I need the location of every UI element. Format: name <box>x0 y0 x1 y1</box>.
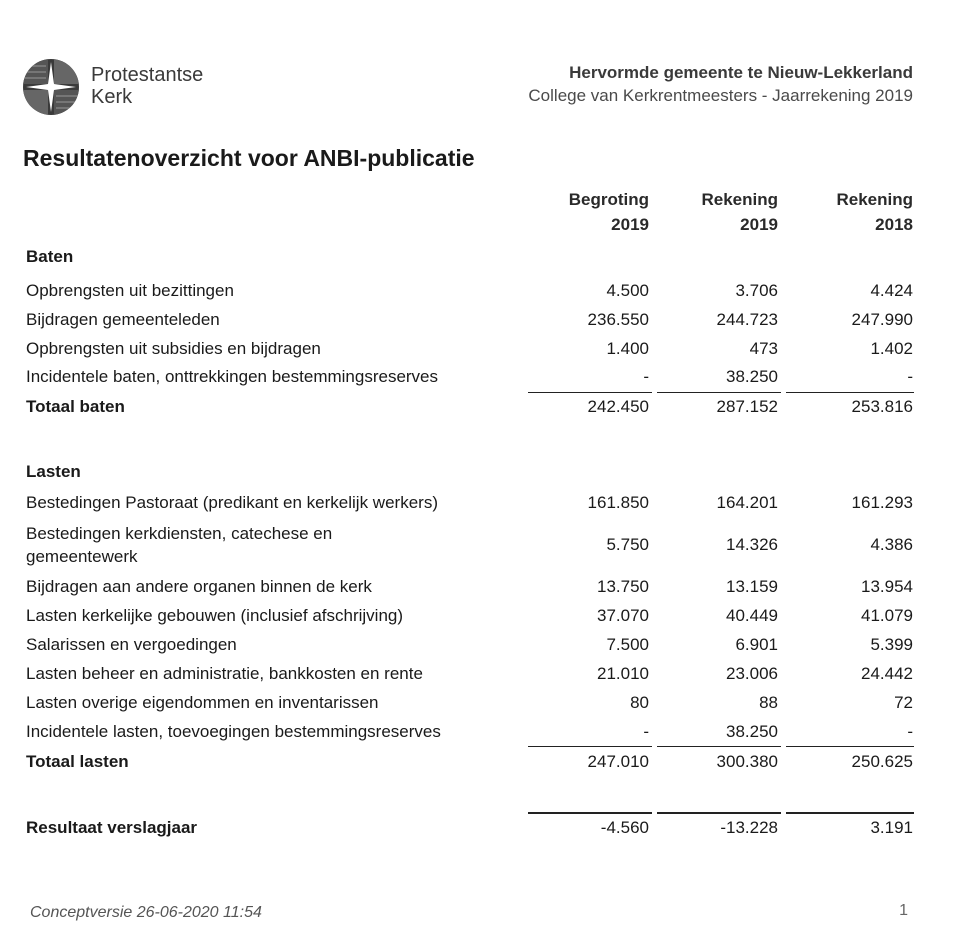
value-rekening-2018: 72 <box>894 693 913 712</box>
row-label: Lasten kerkelijke gebouwen (inclusief afschrijving) <box>26 606 404 625</box>
total-row-lasten <box>0 752 970 778</box>
value-rekening-2019: 14.326 <box>726 535 778 554</box>
result-rule <box>657 812 781 814</box>
total-begroting-2019: 242.450 <box>587 397 649 416</box>
value-rekening-2018: 13.954 <box>861 577 913 596</box>
table-row <box>0 693 970 719</box>
row-label: Lasten overige eigendommen en inventarissen <box>26 693 379 712</box>
row-label: Bestedingen Pastoraat (predikant en kerkelijk werkers) <box>26 493 438 512</box>
value-begroting-2019: - <box>643 367 649 386</box>
result-row <box>0 818 970 844</box>
table-row <box>0 339 970 365</box>
value-rekening-2018: 161.293 <box>851 493 913 512</box>
logo-line-2: Kerk <box>91 86 133 108</box>
result-rekening-2018: 3.191 <box>870 818 913 837</box>
row-label: Bijdragen gemeenteleden <box>26 310 220 329</box>
document-subtitle: College van Kerkrentmeesters - Jaarrekening 2019 <box>528 86 913 105</box>
value-rekening-2018: 41.079 <box>861 606 913 625</box>
value-rekening-2018: 24.442 <box>861 664 913 683</box>
footer-version: Conceptversie 26-06-2020 11:54 <box>30 904 262 921</box>
table-row <box>0 493 970 519</box>
column-header-begroting-2019 <box>569 187 649 237</box>
value-begroting-2019: - <box>643 722 649 741</box>
result-label: Resultaat verslagjaar <box>26 818 198 837</box>
section-heading-lasten: Lasten <box>26 462 81 481</box>
value-rekening-2019: 23.006 <box>726 664 778 683</box>
total-begroting-2019: 247.010 <box>587 752 649 771</box>
result-rule <box>786 812 914 814</box>
value-begroting-2019: 21.010 <box>597 664 649 683</box>
value-rekening-2019: 40.449 <box>726 606 778 625</box>
subtotal-rule <box>657 746 781 747</box>
subtotal-rule <box>528 392 652 393</box>
value-rekening-2019: 38.250 <box>726 367 778 386</box>
logo-line-1: Protestantse <box>91 64 204 86</box>
table-row <box>0 367 970 393</box>
section-heading-baten: Baten <box>26 247 74 266</box>
value-rekening-2019: 38.250 <box>726 722 778 741</box>
value-rekening-2018: 4.424 <box>870 281 913 300</box>
table-row <box>0 722 970 748</box>
total-rekening-2019: 300.380 <box>716 752 778 771</box>
organization-name: Hervormde gemeente te Nieuw-Lekkerland <box>569 63 913 82</box>
column-header-label: Rekening <box>701 190 778 209</box>
value-rekening-2019: 473 <box>749 339 778 358</box>
row-label: Lasten beheer en administratie, bankkosten en rente <box>26 664 423 683</box>
column-header-rekening-2018 <box>836 187 913 237</box>
row-label: Salarissen en vergoedingen <box>26 635 237 654</box>
row-label: Incidentele baten, onttrekkingen bestemmingsreserves <box>26 367 439 386</box>
protestantse-kerk-logo-icon <box>22 58 80 116</box>
value-rekening-2019: 3.706 <box>735 281 778 300</box>
value-rekening-2019: 88 <box>759 693 778 712</box>
value-begroting-2019: 161.850 <box>587 493 649 512</box>
row-label: Opbrengsten uit bezittingen <box>26 281 234 300</box>
subtotal-rule <box>657 392 781 393</box>
table-row <box>0 606 970 632</box>
subtotal-rule <box>786 392 914 393</box>
total-label: Totaal baten <box>26 397 125 416</box>
total-rekening-2019: 287.152 <box>716 397 778 416</box>
table-row <box>0 310 970 336</box>
page-title: Resultatenoverzicht voor ANBI-publicatie <box>23 145 475 171</box>
table-row <box>0 281 970 307</box>
value-rekening-2018: 247.990 <box>851 310 913 329</box>
value-begroting-2019: 7.500 <box>606 635 649 654</box>
value-rekening-2018: 5.399 <box>870 635 913 654</box>
value-rekening-2019: 164.201 <box>716 493 778 512</box>
value-rekening-2019: 244.723 <box>716 310 778 329</box>
row-label: Incidentele lasten, toevoegingen bestemmingsreserves <box>26 722 441 741</box>
value-rekening-2018: - <box>907 722 913 741</box>
column-header-year: 2018 <box>875 215 913 234</box>
table-row <box>0 664 970 690</box>
subtotal-rule <box>786 746 914 747</box>
value-rekening-2018: - <box>907 367 913 386</box>
total-row-baten <box>0 397 970 423</box>
document-header <box>528 62 913 108</box>
value-rekening-2019: 6.901 <box>735 635 778 654</box>
page-number: 1 <box>899 902 908 919</box>
column-header-year: 2019 <box>611 215 649 234</box>
value-begroting-2019: 80 <box>630 693 649 712</box>
column-header-label: Rekening <box>836 190 913 209</box>
result-rule <box>528 812 652 814</box>
table-row <box>0 577 970 603</box>
value-begroting-2019: 37.070 <box>597 606 649 625</box>
value-rekening-2019: 13.159 <box>726 577 778 596</box>
value-begroting-2019: 1.400 <box>606 339 649 358</box>
column-header-rekening-2019 <box>701 187 778 237</box>
result-begroting-2019: -4.560 <box>600 818 649 837</box>
value-begroting-2019: 5.750 <box>606 535 649 554</box>
result-rekening-2019: -13.228 <box>720 818 778 837</box>
value-begroting-2019: 4.500 <box>606 281 649 300</box>
row-label: Bestedingen kerkdiensten, catechese en gemeentewerk <box>26 524 333 566</box>
value-begroting-2019: 236.550 <box>587 310 649 329</box>
total-rekening-2018: 253.816 <box>851 397 913 416</box>
value-rekening-2018: 4.386 <box>870 535 913 554</box>
total-label: Totaal lasten <box>26 752 129 771</box>
table-row <box>0 522 970 572</box>
value-begroting-2019: 13.750 <box>597 577 649 596</box>
value-rekening-2018: 1.402 <box>870 339 913 358</box>
logo-wordmark <box>91 64 203 108</box>
column-header-year: 2019 <box>740 215 778 234</box>
row-label: Opbrengsten uit subsidies en bijdragen <box>26 339 321 358</box>
total-rekening-2018: 250.625 <box>851 752 913 771</box>
subtotal-rule <box>528 746 652 747</box>
column-header-label: Begroting <box>568 190 649 209</box>
table-row <box>0 635 970 661</box>
row-label: Bijdragen aan andere organen binnen de kerk <box>26 577 372 596</box>
